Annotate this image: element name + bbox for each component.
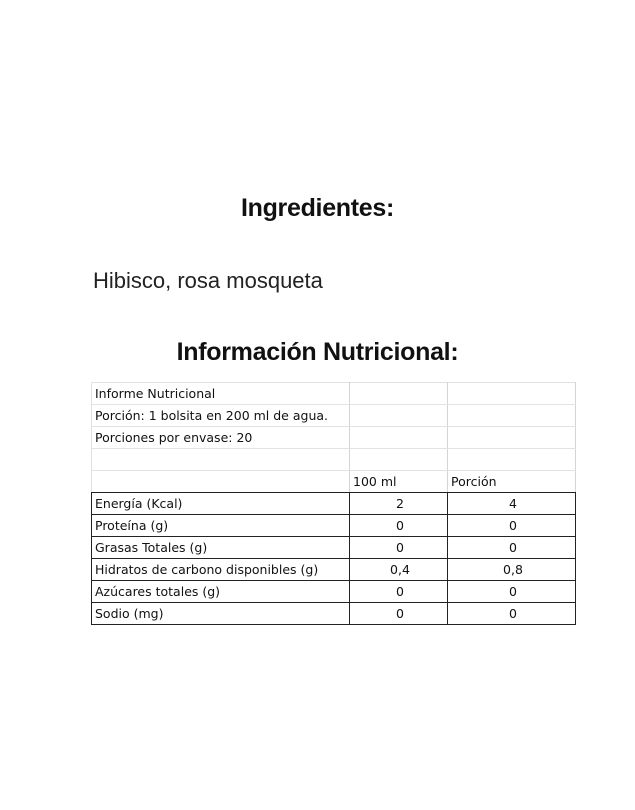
- table-row: [92, 537, 576, 559]
- column-header: 100 ml: [350, 471, 448, 493]
- table-row: [92, 493, 576, 515]
- value-portion: 0: [448, 603, 576, 625]
- table-header-row: [92, 471, 576, 493]
- value-per100: 0: [350, 603, 448, 625]
- info-cell: Porciones por envase: 20: [92, 427, 350, 449]
- value-per100: 0: [350, 581, 448, 603]
- row-label: Proteína (g): [92, 515, 350, 537]
- row-label: Sodio (mg): [92, 603, 350, 625]
- value-portion: 0: [448, 537, 576, 559]
- ingredients-text: Hibisco, rosa mosqueta: [93, 268, 323, 293]
- nutrition-table: [91, 382, 576, 625]
- row-label: Hidratos de carbono disponibles (g): [92, 559, 350, 581]
- value-per100: 0: [350, 537, 448, 559]
- table-info-row: [92, 405, 576, 427]
- row-label: Azúcares totales (g): [92, 581, 350, 603]
- table-info-row: [92, 427, 576, 449]
- info-cell: Informe Nutricional: [92, 383, 350, 405]
- table-row: [92, 603, 576, 625]
- column-header: Porción: [448, 471, 576, 493]
- table-info-row: [92, 383, 576, 405]
- table-info-row: [92, 449, 576, 471]
- table-row: [92, 559, 576, 581]
- table-row: [92, 515, 576, 537]
- value-portion: 0: [448, 581, 576, 603]
- value-per100: 0,4: [350, 559, 448, 581]
- value-portion: 0: [448, 515, 576, 537]
- nutrition-title: Información Nutricional:: [176, 338, 459, 366]
- value-per100: 0: [350, 515, 448, 537]
- info-cell: Porción: 1 bolsita en 200 ml de agua.: [92, 405, 350, 427]
- ingredients-title: Ingredientes:: [240, 194, 395, 222]
- value-portion: 4: [448, 493, 576, 515]
- value-per100: 2: [350, 493, 448, 515]
- row-label: Grasas Totales (g): [92, 537, 350, 559]
- table-row: [92, 581, 576, 603]
- row-label: Energía (Kcal): [92, 493, 350, 515]
- value-portion: 0,8: [448, 559, 576, 581]
- info-cell: [92, 449, 350, 471]
